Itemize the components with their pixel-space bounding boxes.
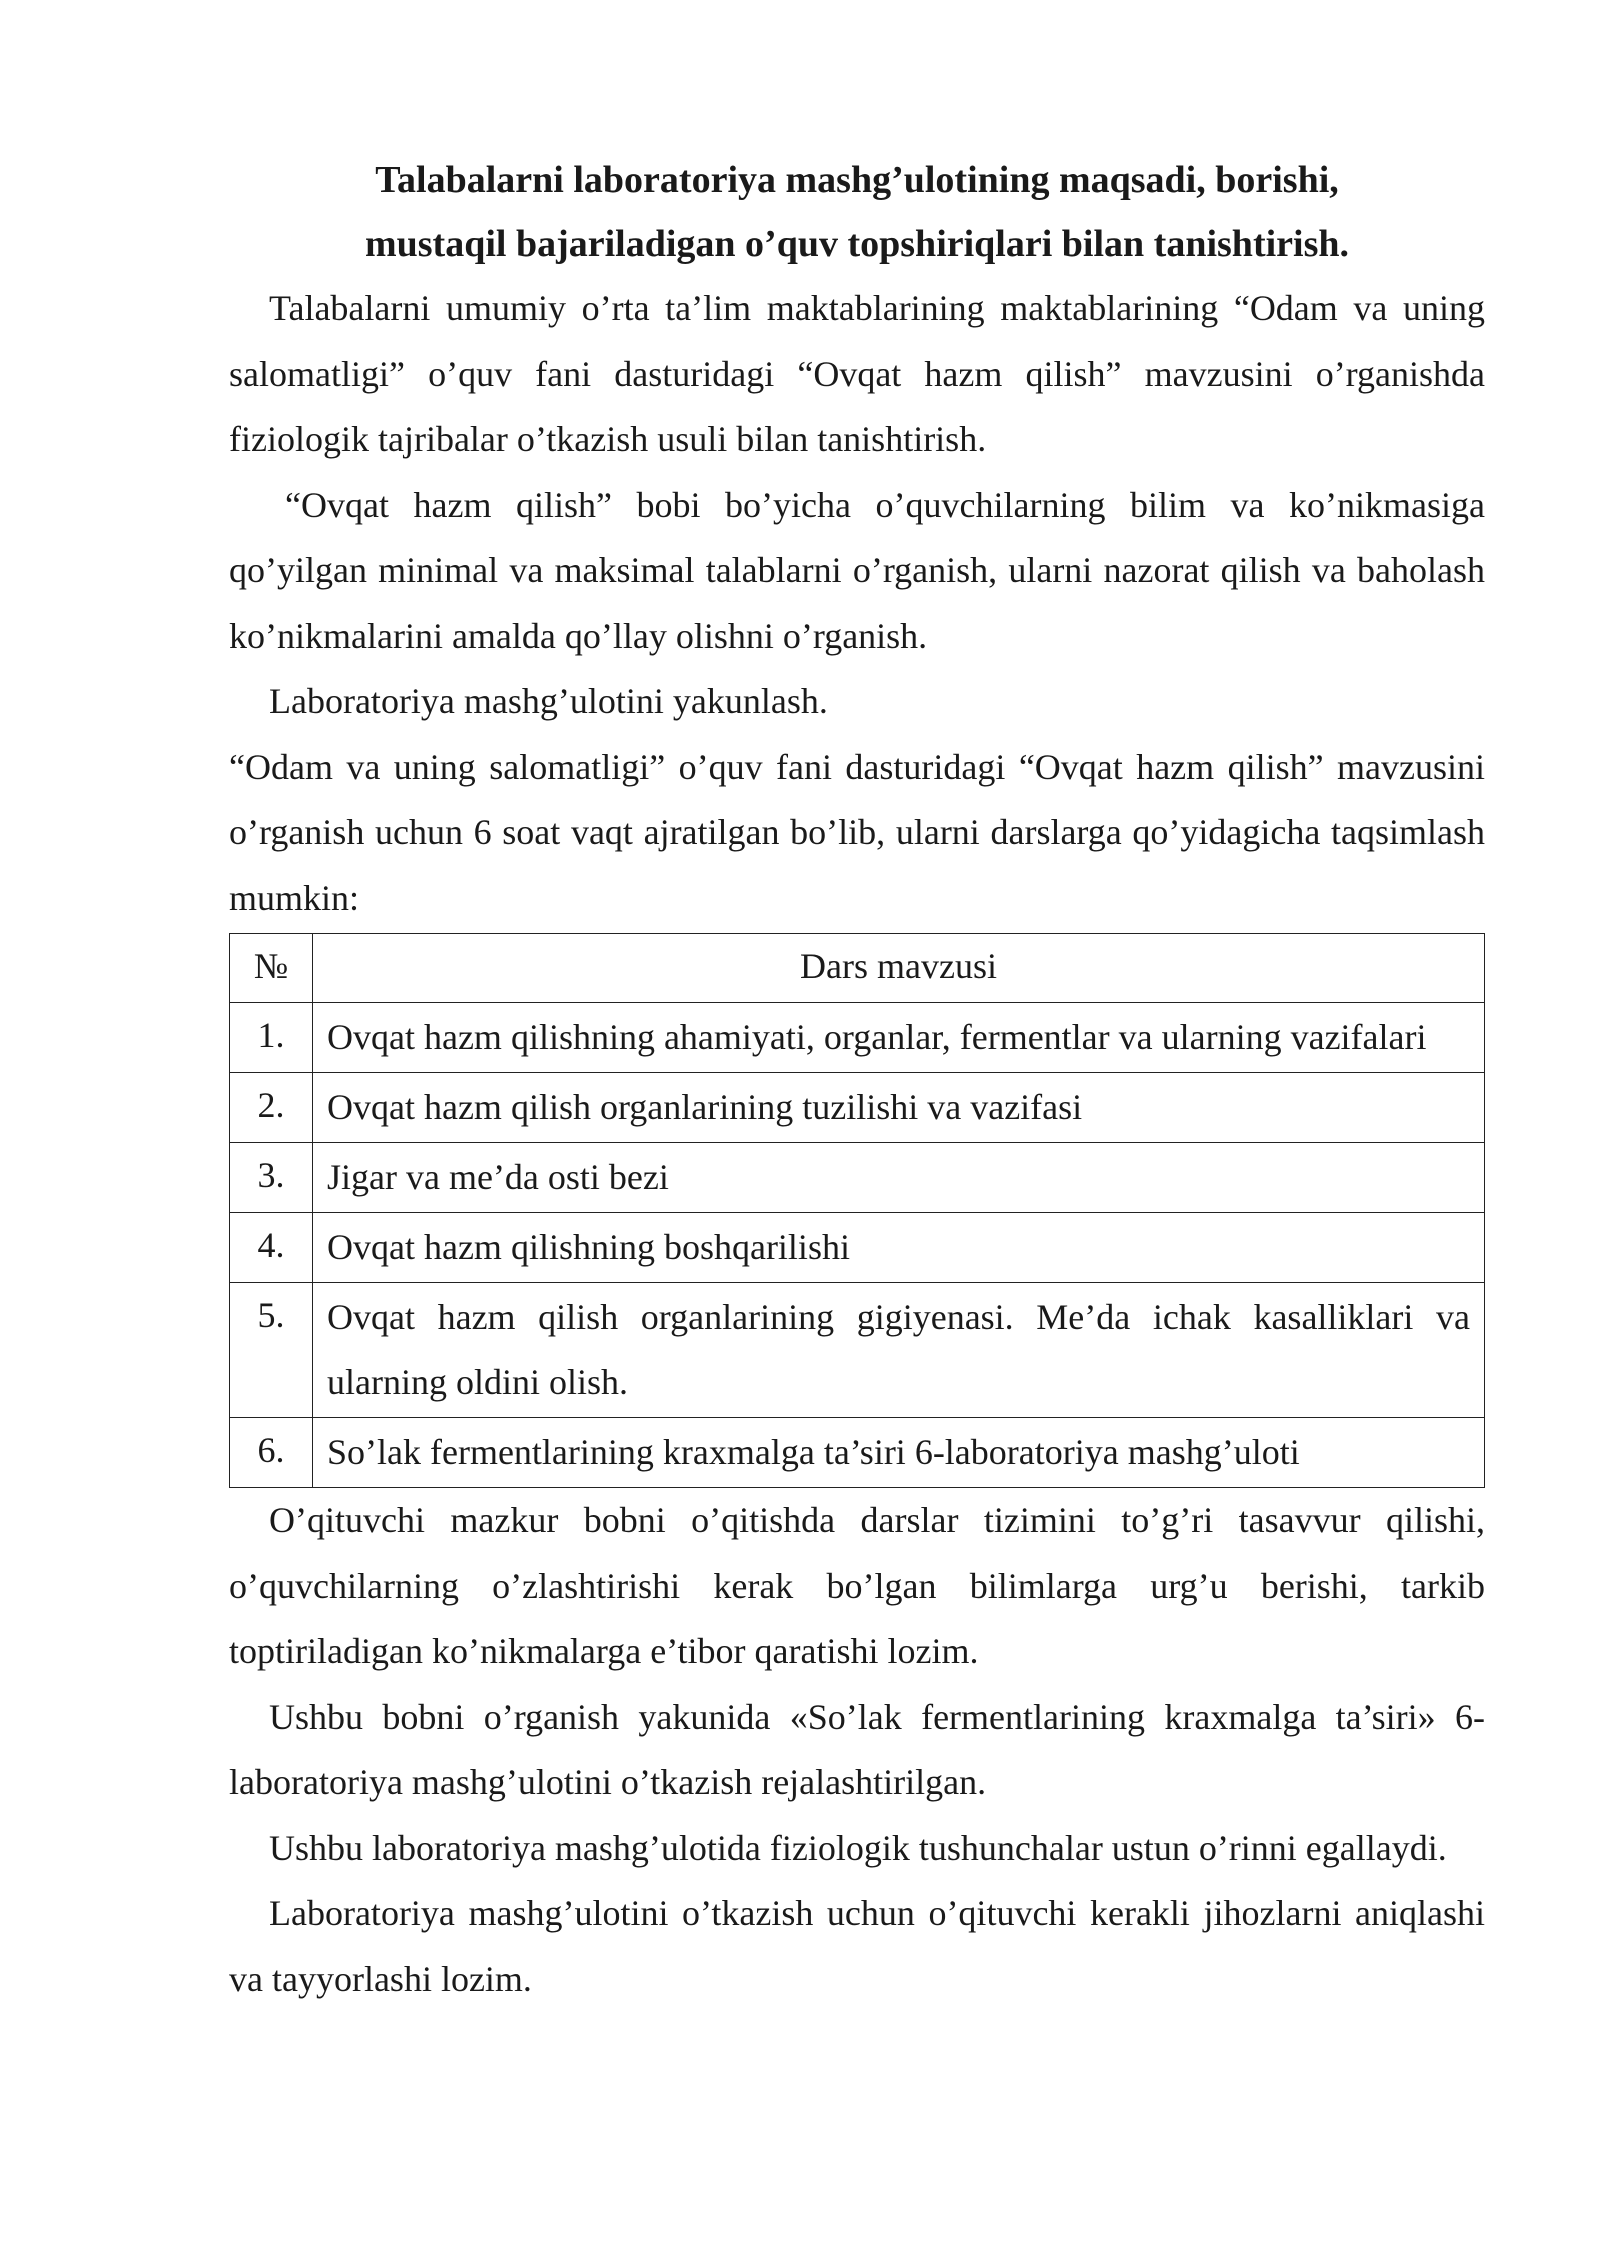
row-number: 3. (230, 1143, 313, 1213)
document-page (229, 148, 1485, 2012)
row-topic: Ovqat hazm qilish organlarining tuzilishi va vazifasi (313, 1073, 1485, 1143)
row-topic: Ovqat hazm qilishning ahamiyati, organlar, fermentlar va ularning vazifalari (313, 1003, 1485, 1073)
table-row (230, 1003, 1485, 1073)
row-topic: Jigar va me’da osti bezi (313, 1143, 1485, 1213)
row-topic: Ovqat hazm qilish organlarining gigiyenasi. Me’da ichak kasalliklari va ularning oldini olish. (313, 1283, 1485, 1418)
paragraph-teacher-guidance: O’qituvchi mazkur bobni o’qitishda darslar tizimini to’g’ri tasavvur qilishi, o’quvchilarning o’zlashtirishi kerak bo’lgan bilimlarga urg’u berishi, tarkib toptiriladigan ko’nikmalarga e’tibor qaratishi lozim. (229, 1500, 1485, 1671)
title-line-1: Talabalarni laboratoriya mashg’ulotining maqsadi, borishi, (375, 159, 1339, 201)
table-row (230, 1213, 1485, 1283)
column-header-number: № (230, 934, 313, 1003)
lessons-table (229, 933, 1485, 1488)
paragraph-lab-plan: Ushbu bobni o’rganish yakunida «So’lak fermentlarining kraxmalga ta’siri» 6-laboratoriya mashg’ulotini o’tkazish rejalashtirilgan. (229, 1696, 1485, 1802)
paragraph-requirements: “Ovqat hazm qilish” bobi bo’yicha o’quvchilarning bilim va ko’nikmasiga qo’yilgan minimal va maksimal talablarni o’rganish, ularni nazorat qilish va baholash ko’nikmalarini amalda qo’llay olishni o’rganish. (229, 484, 1485, 656)
table-row (230, 1073, 1485, 1143)
paragraph-equipment: Laboratoriya mashg’ulotini o’tkazish uchun o’qituvchi kerakli jihozlarni aniqlashi va tayyorlashi lozim. (229, 1893, 1485, 1999)
title-line-2: mustaqil bajariladigan o’quv topshiriqlari bilan tanishtirish. (364, 223, 1349, 265)
row-topic: So’lak fermentlarining kraxmalga ta’siri 6-laboratoriya mashg’uloti (313, 1418, 1485, 1488)
column-header-topic: Dars mavzusi (313, 934, 1485, 1003)
table-header-row (230, 934, 1485, 1003)
paragraph-conclusion: Laboratoriya mashg’ulotini yakunlash. (269, 681, 828, 721)
paragraph-hours: “Odam va uning salomatligi” o’quv fani dasturidagi “Ovqat hazm qilish” mavzusini o’rganish uchun 6 soat vaqt ajratilgan bo’lib, ularni darslarga qo’yidagicha taqsimlash mumkin: (229, 746, 1485, 918)
row-number: 6. (230, 1418, 313, 1488)
row-number: 1. (230, 1003, 313, 1073)
table-row (230, 1143, 1485, 1213)
row-number: 4. (230, 1213, 313, 1283)
row-number: 5. (230, 1283, 313, 1418)
table-row (230, 1418, 1485, 1488)
document-title (229, 148, 1485, 276)
paragraph-physiology-focus: Ushbu laboratoriya mashg’ulotida fiziologik tushunchalar ustun o’rinni egallaydi. (269, 1827, 1447, 1868)
table-row (230, 1283, 1485, 1418)
row-topic: Ovqat hazm qilishning boshqarilishi (313, 1213, 1485, 1283)
row-number: 2. (230, 1073, 313, 1143)
paragraph-intro: Talabalarni umumiy o’rta ta’lim maktablarining maktablarining “Odam va uning salomatligi” o’quv fani dasturidagi “Ovqat hazm qilish” mavzusini o’rganishda fiziologik tajribalar o’tkazish usuli bilan tanishtirish. (229, 288, 1485, 459)
